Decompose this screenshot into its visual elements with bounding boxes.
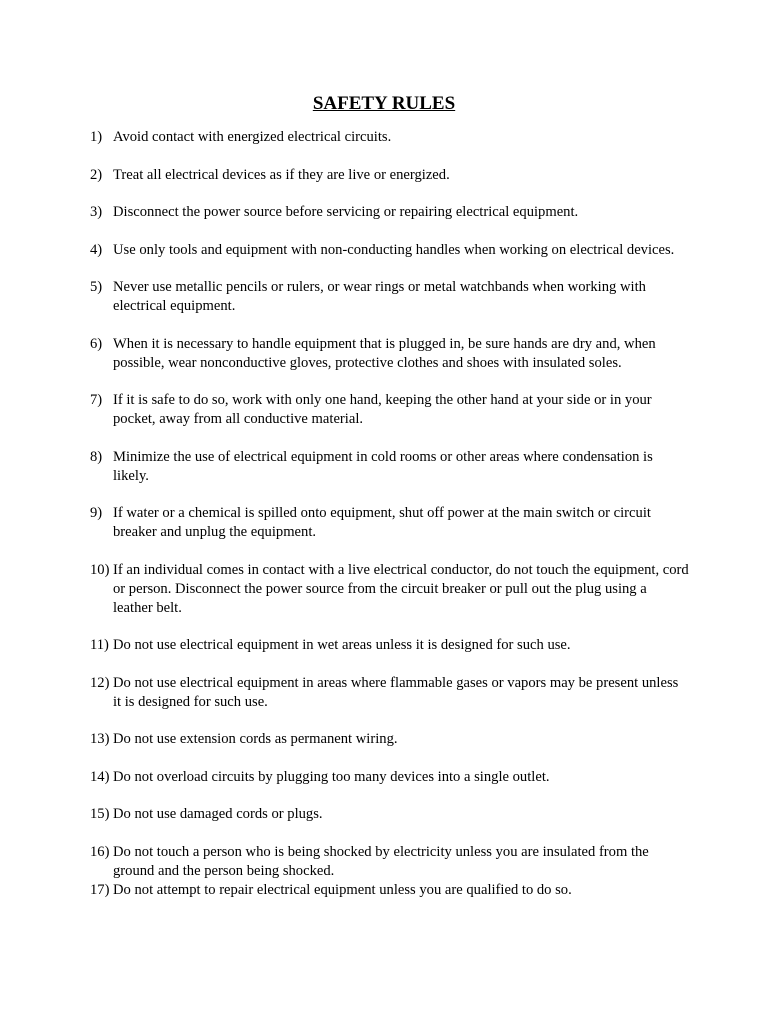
- list-item: [90, 561, 690, 618]
- rule-text: Use only tools and equipment with non-conducting handles when working on electrical devices.: [113, 241, 675, 258]
- rule-text: Do not use damaged cords or plugs.: [113, 806, 323, 822]
- list-item: [90, 805, 690, 824]
- list-item: [90, 448, 690, 486]
- list-item: [90, 391, 690, 429]
- list-item: [90, 504, 690, 542]
- list-item: [90, 335, 690, 373]
- rule-number: 12): [90, 674, 110, 691]
- rule-number: 3): [90, 204, 103, 220]
- rule-number: 17): [90, 881, 110, 898]
- rule-number: 2): [90, 166, 103, 183]
- list-item: [90, 128, 690, 147]
- rule-text: Do not use electrical equipment in wet areas unless it is designed for such use.: [113, 637, 571, 653]
- list-item: [90, 203, 690, 222]
- list-item: [90, 730, 690, 749]
- rule-text: Minimize the use of electrical equipment in cold rooms or other areas where condensation is likely.: [113, 448, 653, 484]
- rule-text: Never use metallic pencils or rulers, or wear rings or metal watchbands when working with electrical equipment.: [113, 279, 646, 314]
- rule-text: If it is safe to do so, work with only one hand, keeping the other hand at your side or in your pocket, away from all conductive material.: [113, 392, 652, 427]
- rule-text: Do not overload circuits by plugging too many devices into a single outlet.: [113, 768, 550, 785]
- rule-number: 6): [90, 335, 103, 352]
- rule-number: 4): [90, 241, 103, 258]
- rule-number: 13): [90, 731, 110, 747]
- rule-number: 16): [90, 843, 110, 860]
- rule-number: 7): [90, 392, 103, 408]
- list-item: [90, 278, 690, 316]
- rule-text: Treat all electrical devices as if they are live or energized.: [113, 166, 450, 183]
- list-item: [90, 768, 690, 787]
- rule-text: Do not use extension cords as permanent wiring.: [113, 731, 398, 747]
- rule-number: 8): [90, 448, 103, 465]
- list-item: [90, 241, 690, 260]
- rule-number: 10): [90, 561, 110, 578]
- rule-text: If water or a chemical is spilled onto equipment, shut off power at the main switch or circuit breaker and unplug the equipment.: [113, 505, 651, 540]
- rule-text: Do not attempt to repair electrical equipment unless you are qualified to do so.: [113, 881, 572, 898]
- rule-text: When it is necessary to handle equipment that is plugged in, be sure hands are dry and, when possible, wear nonconductive gloves, protective clothes and shoes with insulated soles.: [113, 335, 656, 371]
- rule-number: 14): [90, 768, 110, 785]
- safety-rules-list: [90, 128, 690, 918]
- rule-text: Do not touch a person who is being shocked by electricity unless you are insulated from the ground and the person being shocked.: [113, 843, 649, 879]
- list-item: [90, 674, 690, 712]
- page-title: SAFETY RULES: [312, 93, 456, 114]
- rule-number: 1): [90, 129, 103, 145]
- list-item: [90, 636, 690, 655]
- rule-text: If an individual comes in contact with a live electrical conductor, do not touch the equipment, cord or person. Disconnect the power source from the circuit breaker or pull out the plug using a leather belt.: [113, 561, 689, 616]
- rule-number: 5): [90, 279, 103, 295]
- rule-number: 15): [90, 806, 110, 822]
- rule-text: Do not use electrical equipment in areas where flammable gases or vapors may be present unless it is designed for such use.: [113, 674, 679, 710]
- list-item: [90, 881, 690, 900]
- rule-text: Disconnect the power source before servicing or repairing electrical equipment.: [113, 204, 579, 220]
- list-item: [90, 843, 690, 881]
- rule-number: 11): [90, 637, 109, 653]
- rule-text: Avoid contact with energized electrical circuits.: [113, 129, 392, 145]
- rule-number: 9): [90, 505, 103, 521]
- list-item: [90, 166, 690, 185]
